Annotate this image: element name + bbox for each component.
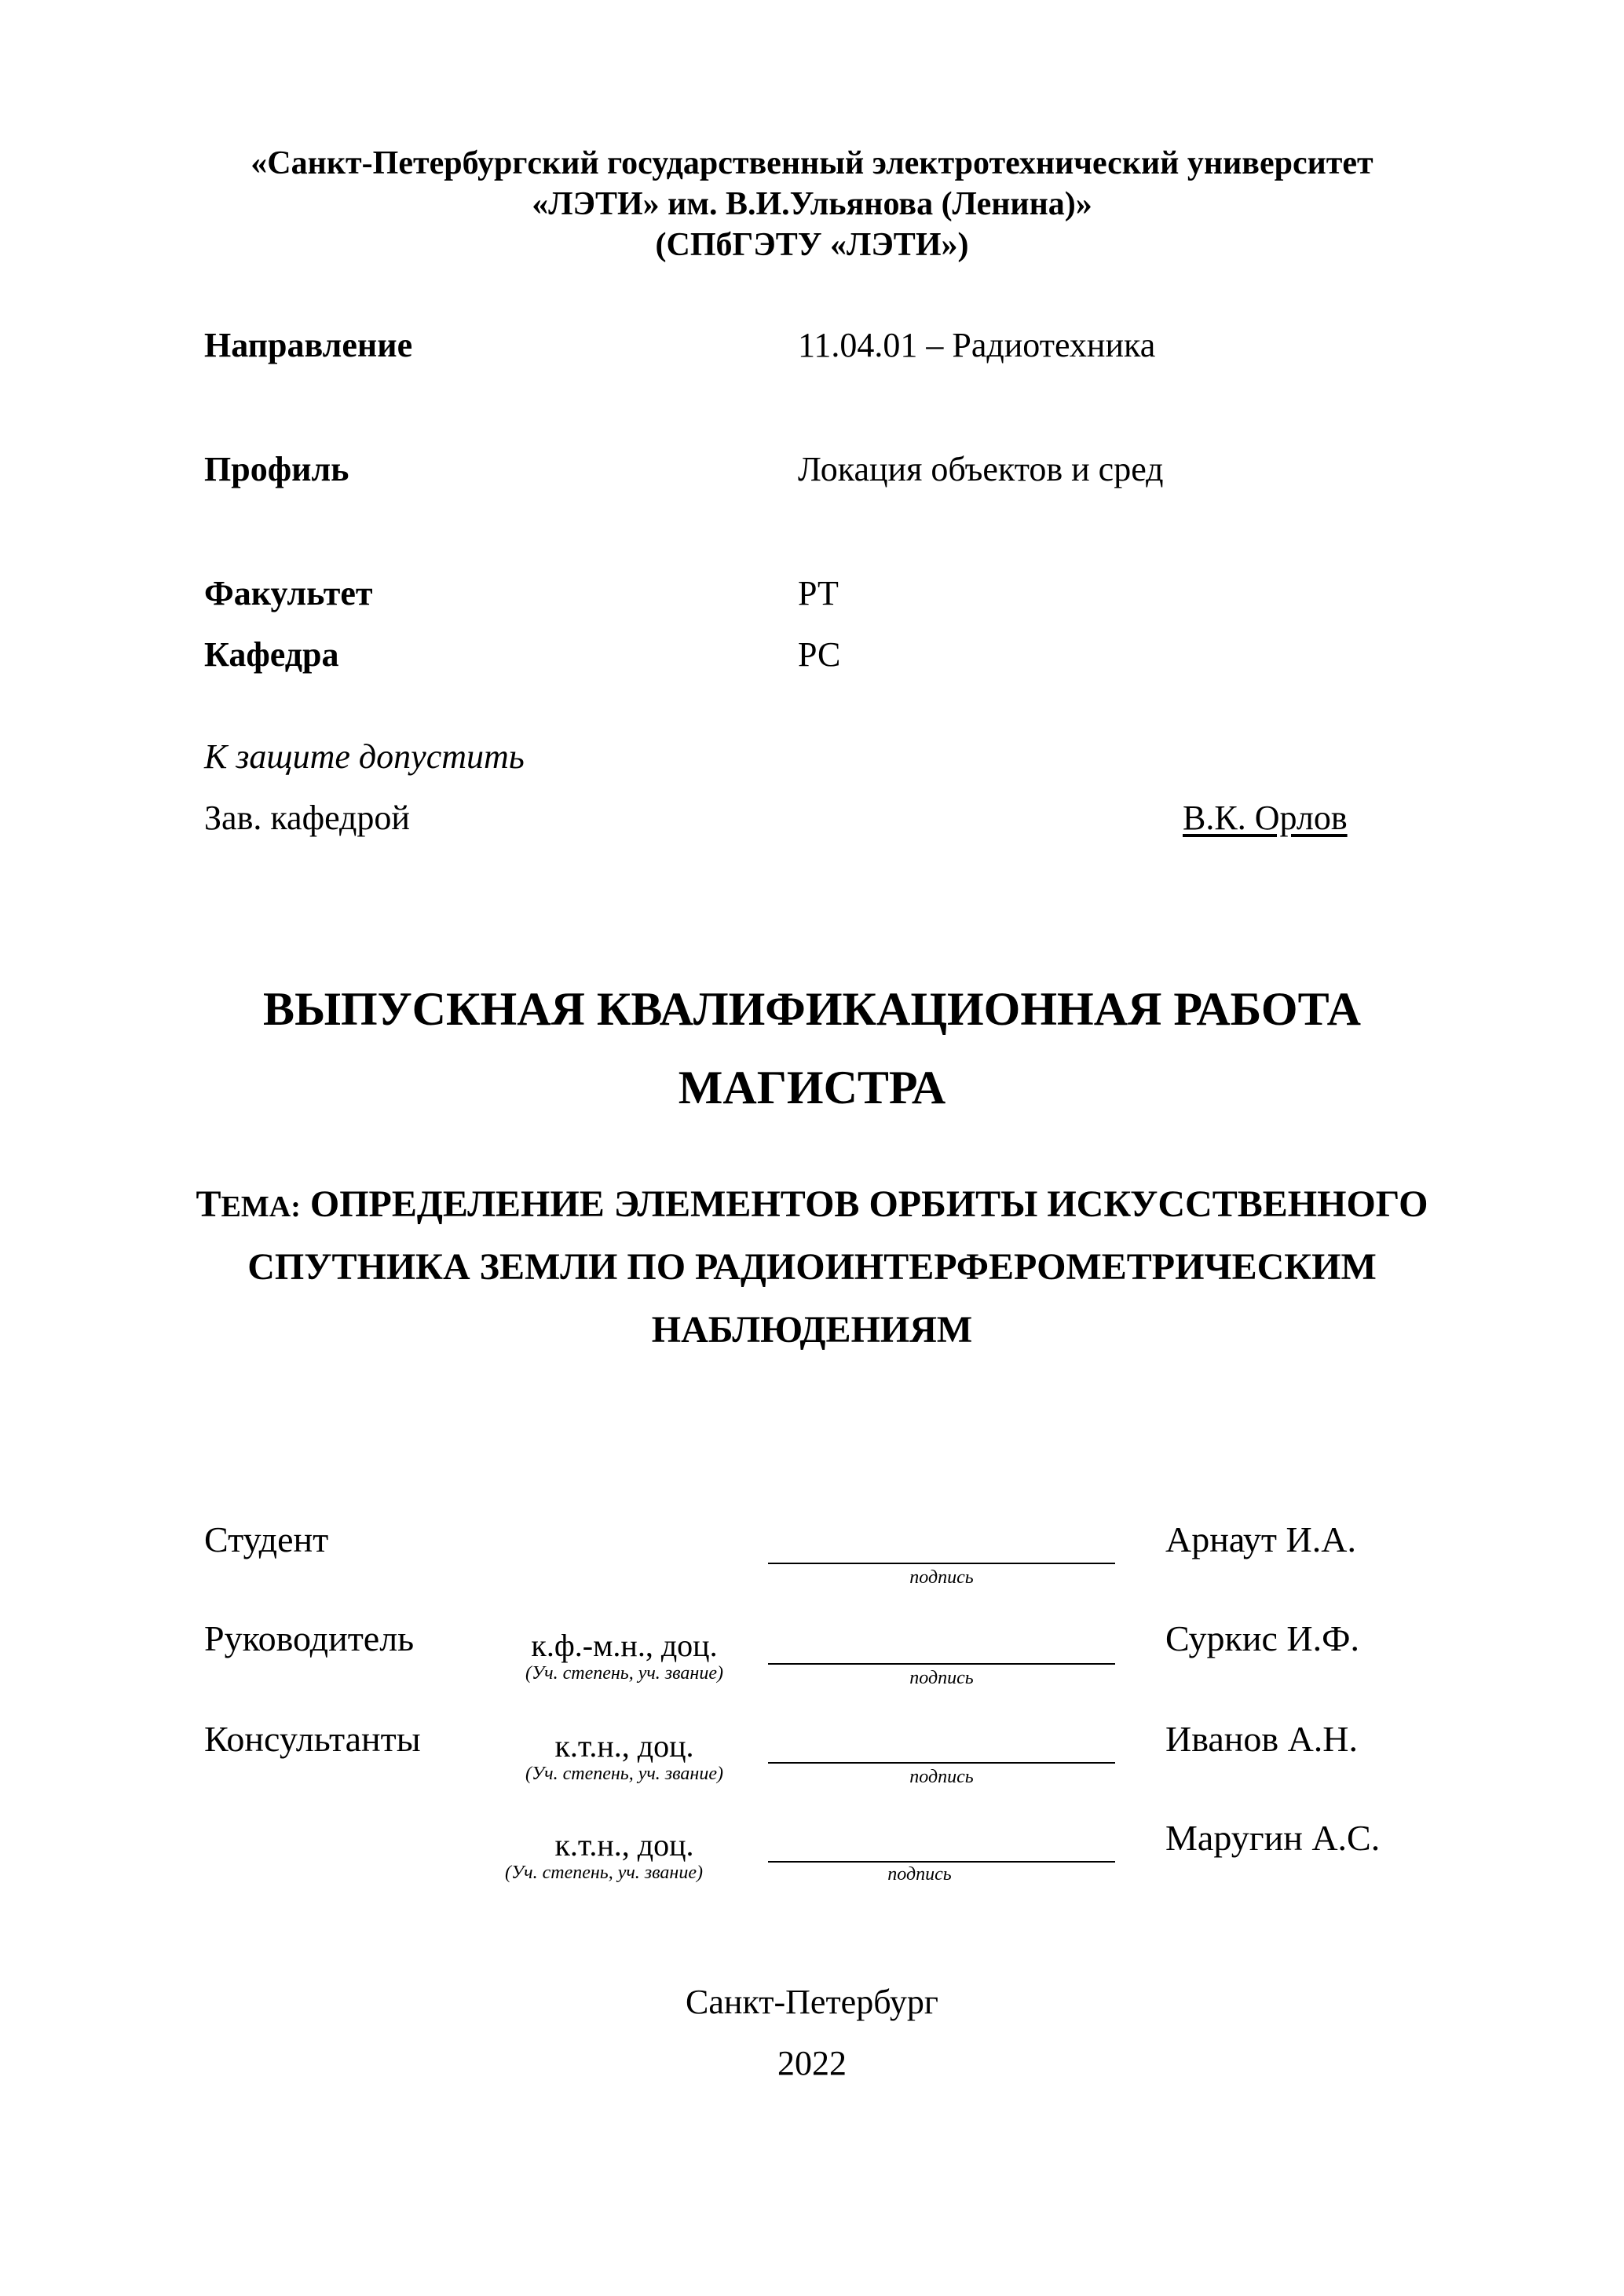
profile-label: Профиль [204,450,349,488]
topic-prefix-first: Т [196,1183,221,1225]
supervisor-degree: к.ф.-м.н., доц. [531,1628,718,1663]
consultants-role: Консультанты [204,1719,421,1759]
head-of-department-label: Зав. кафедрой [204,799,410,837]
head-of-department-name: В.К. Орлов [1183,799,1348,837]
student-name: Арнаут И.А. [1165,1519,1356,1559]
supervisor-role: Руководитель [204,1618,415,1658]
admit-to-defense: К защите допустить [204,737,525,776]
consultant1-degree: к.т.н., доц. [554,1728,694,1764]
consultant1-degree-caption: (Уч. степень, уч. звание) [525,1764,723,1784]
student-signature-caption: подпись [909,1567,974,1588]
topic-prefix-rest: ЕМА: [221,1190,301,1223]
consultant2-name: Маругин А.С. [1165,1818,1381,1858]
department-label: Кафедра [204,635,339,674]
supervisor-signature-caption: подпись [909,1668,974,1688]
topic-line3: НАБЛЮДЕНИЯМ [651,1309,973,1351]
university-abbreviation: (СПбГЭТУ «ЛЭТИ») [655,227,969,263]
faculty-label: Факультет [204,574,373,612]
student-role: Студент [204,1519,329,1559]
consultant1-name: Иванов А.Н. [1165,1719,1359,1759]
year: 2022 [777,2044,847,2082]
thesis-title-line1: ВЫПУСКНАЯ КВАЛИФИКАЦИОННАЯ РАБОТА [263,983,1361,1035]
consultant2-degree: к.т.н., доц. [554,1827,694,1863]
topic-line2: СПУТНИКА ЗЕМЛИ ПО РАДИОИНТЕРФЕРОМЕТРИЧЕСКИМ [247,1246,1377,1288]
thesis-title-line2: МАГИСТРА [678,1062,946,1113]
university-name-line2: «ЛЭТИ» им. В.И.Ульянова (Ленина)» [532,186,1092,222]
supervisor-signature-line [768,1663,1115,1665]
supervisor-degree-caption: (Уч. степень, уч. звание) [525,1663,723,1684]
consultant2-degree-caption: (Уч. степень, уч. звание) [505,1863,703,1883]
profile-value: Локация объектов и сред [798,450,1164,488]
student-signature-line [768,1563,1115,1564]
direction-value: 11.04.01 – Радиотехника [798,326,1156,364]
topic-prefix [196,1183,301,1225]
supervisor-name: Суркис И.Ф. [1165,1618,1359,1658]
topic-line1 [0,1173,1624,1238]
consultant1-signature-line [768,1762,1115,1764]
topic-text-line1: ОПРЕДЕЛЕНИЕ ЭЛЕМЕНТОВ ОРБИТЫ ИСКУССТВЕННОГО [309,1183,1428,1225]
consultant2-signature-caption: подпись [887,1864,952,1885]
city: Санкт-Петербург [686,1983,938,2021]
consultant1-signature-caption: подпись [909,1767,974,1787]
department-value: РС [798,635,841,674]
consultant2-signature-line [768,1861,1115,1863]
faculty-value: РТ [798,574,839,612]
university-name-line1: «Санкт-Петербургский государственный электротехнический университет [251,145,1373,181]
direction-label: Направление [204,326,413,364]
